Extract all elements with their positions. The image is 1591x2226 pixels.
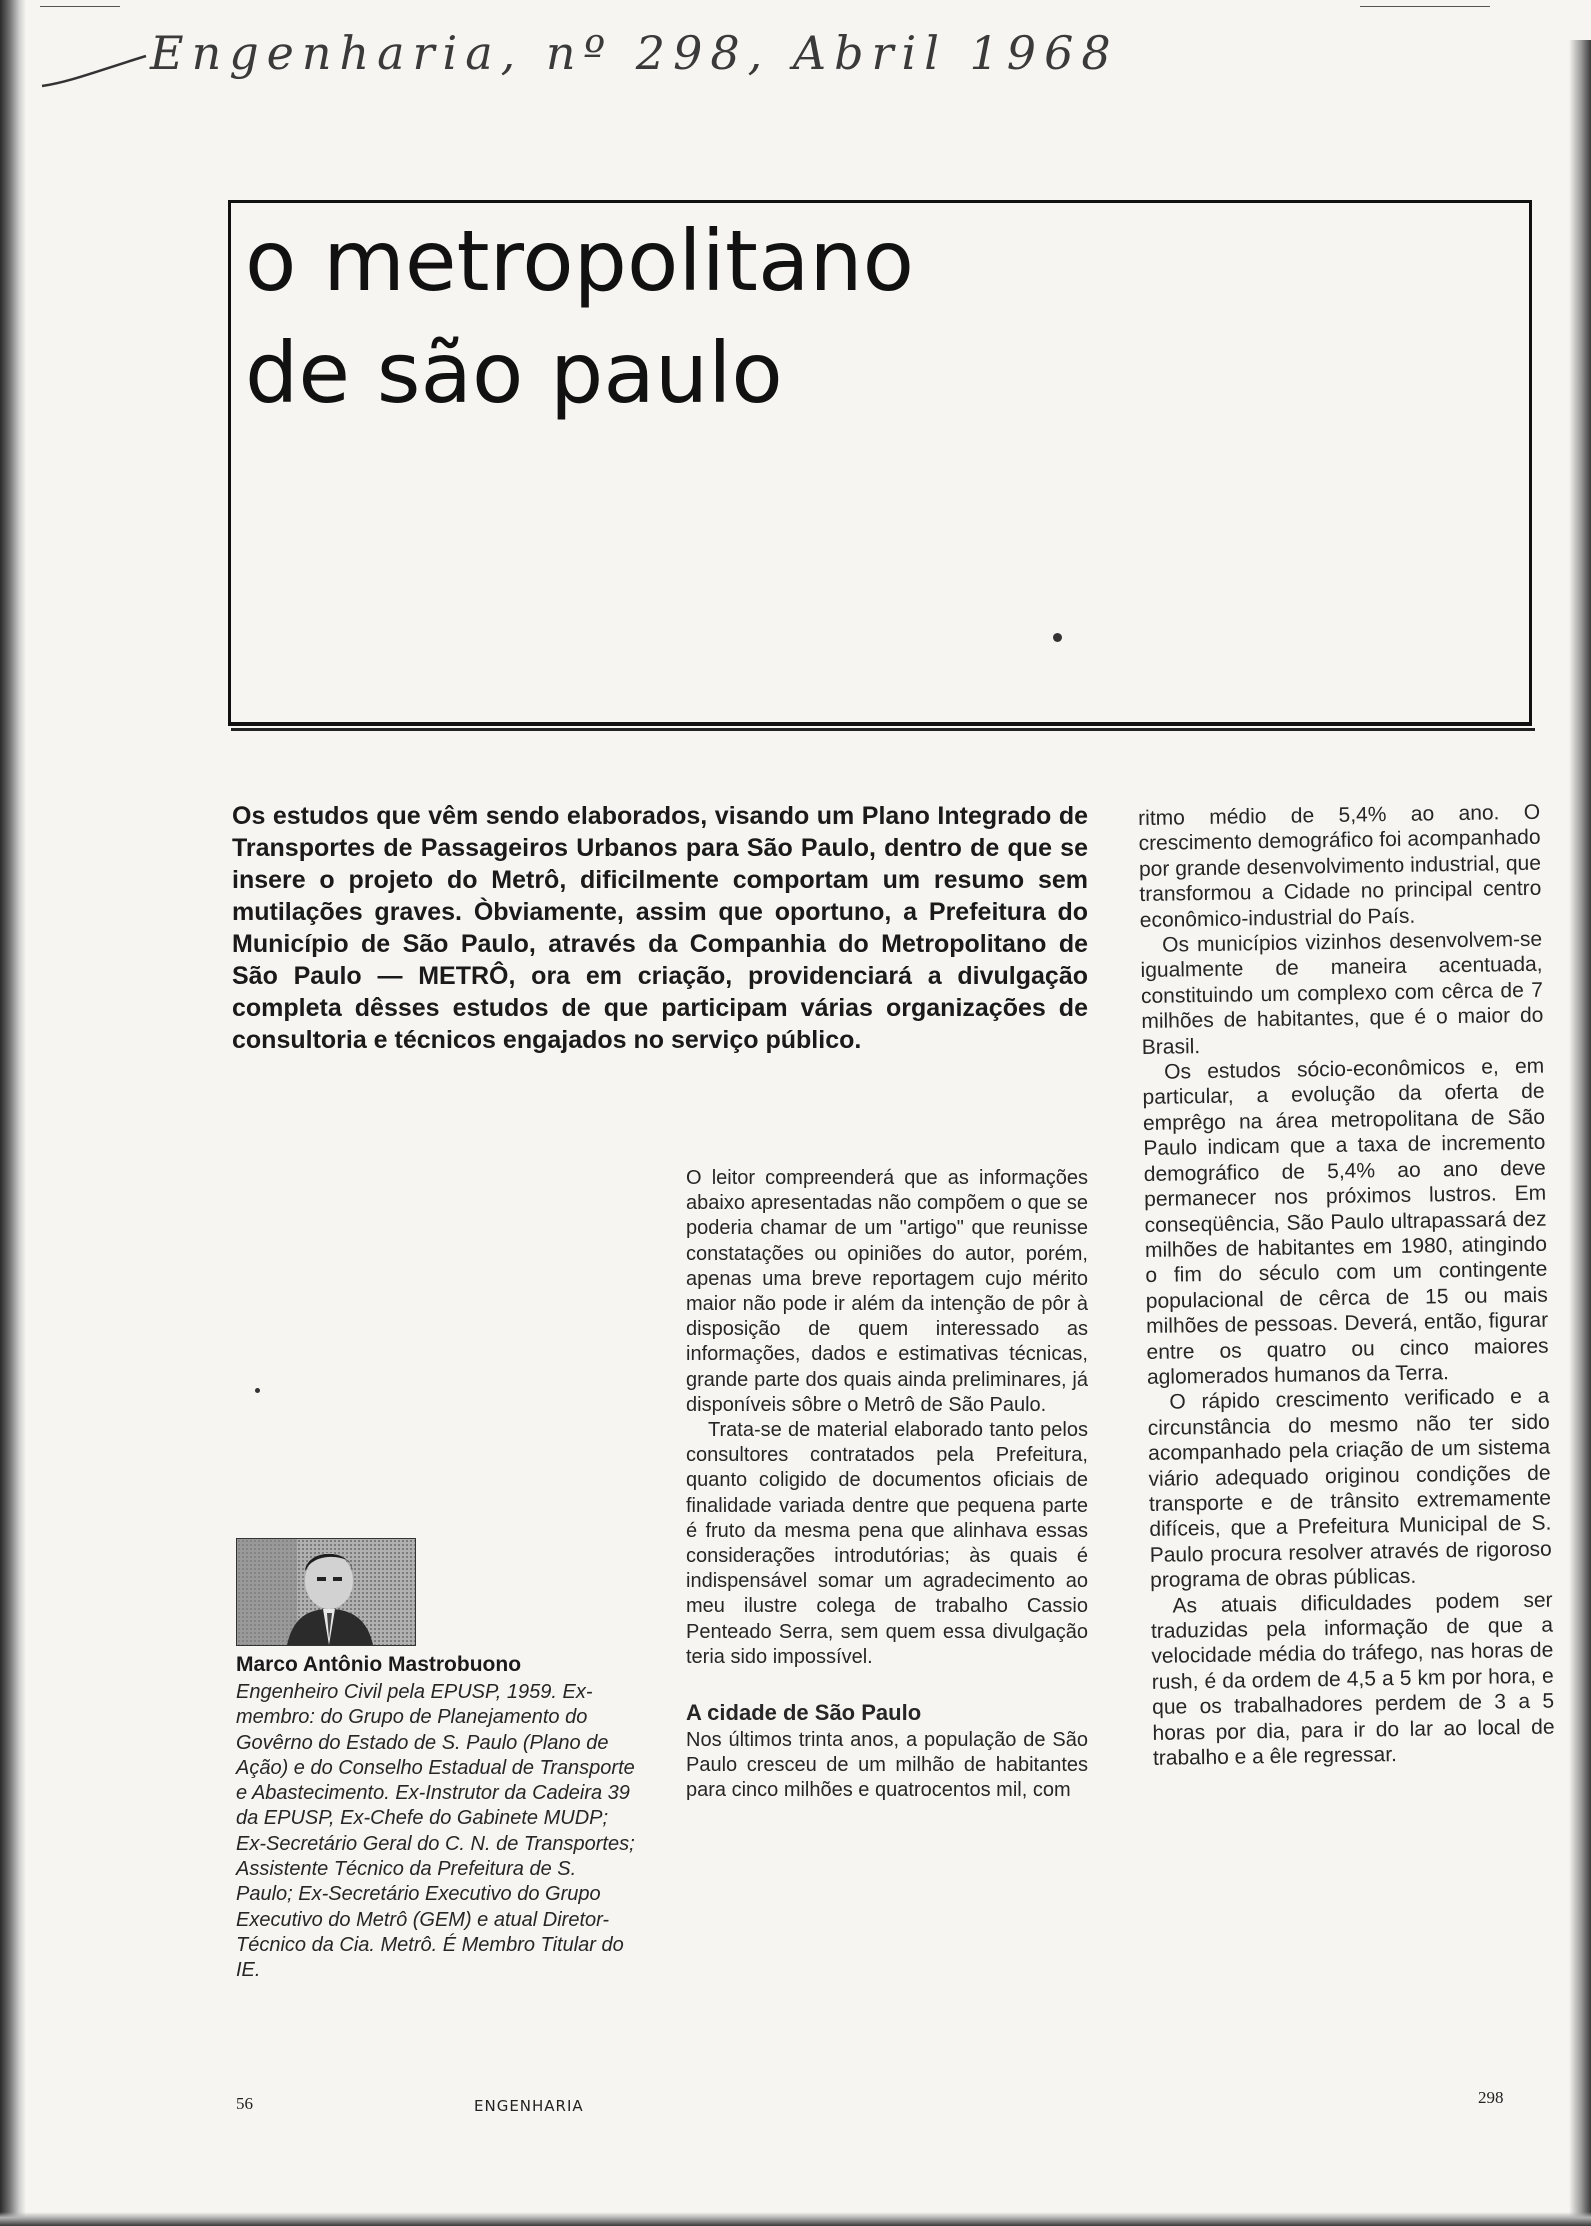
handwritten-stroke-icon (40, 52, 150, 92)
print-speck (255, 1388, 260, 1393)
page-number-left: 56 (236, 2094, 253, 2113)
right-paragraph-5: As atuais dificuldades podem ser traduzidas pela informação de que a velocidade média do tráfego, nas horas de rush, é da ordem de 4,5 a 5 km por hora, e que os trabalhadores perdem de 3 a 5 horas por dia, para ir do lar ao local de trabalho e a êle regressar. (1150, 1588, 1555, 1770)
page-number-right: 298 (1478, 2088, 1504, 2107)
scan-edge-right (1569, 40, 1591, 2226)
handwritten-annotation: Engenharia, nº 298, Abril 1968 (150, 26, 1119, 80)
article-title-line-2: de são paulo (245, 324, 783, 422)
author-portrait-icon (237, 1539, 415, 1645)
article-title (245, 205, 914, 429)
section-heading: A cidade de São Paulo (686, 1700, 922, 1726)
top-rule-left (40, 6, 120, 7)
author-name: Marco Antônio Mastrobuono (236, 1653, 522, 1676)
section-paragraph: Nos últimos trinta anos, a população de São Paulo cresceu de um milhão de habitantes para cinco milhões e quatrocentos mil, com (686, 1729, 1088, 1802)
author-bio: Engenheiro Civil pela EPUSP, 1959. Ex-membro: do Grupo de Planejamento do Govêrno do Estado de S. Paulo (Plano de Ação) e do Conselho Estadual de Transporte e Abastecimento. Ex-Instrutor da Cadeira 39 da EPUSP, Ex-Chefe do Gabinete MUDP; Ex-Secretário Geral do C. N. de Transportes; Assistente Técnico da Prefeitura de S. Paulo; Ex-Secretário Executivo do Grupo Executivo do Metrô (GEM) e atual Diretor-Técnico da Cia. Metrô. É Membro Titular do IE. (236, 1681, 635, 1982)
right-paragraph-2: Os municípios vizinhos desenvolvem-se igualmente de maneira acentuada, constituindo um complexo com cêrca de 7 milhões de habitantes, que é o maior do Brasil. (1140, 927, 1544, 1059)
author-portrait-photo (236, 1538, 416, 1646)
article-title-line-1: o metropolitano (245, 212, 915, 310)
top-rule-right (1360, 6, 1490, 7)
right-column (1138, 800, 1555, 1772)
middle-paragraph-2: Trata-se de material elaborado tanto pelos consultores contratados pela Prefeitura, quanto coligido de documentos oficiais de finalidade variada dentre que pequena parte é fruto da mesma pena que alinhava essas considerações introdutórias; às quais é indispensável somar um agradecimento ao meu ilustre colega de trabalho Cassio Penteado Serra, sem quem essa divulgação teria sido impossível. (686, 1419, 1088, 1668)
scan-edge-bottom (0, 2212, 1591, 2226)
title-box (228, 200, 1532, 726)
scan-edge-left (0, 0, 26, 2226)
right-paragraph-1: ritmo médio de 5,4% ao ano. O crescimento demográfico foi acompanhado por grande desenvolvimento industrial, que transformou a Cidade no principal centro econômico-industrial do País. (1138, 800, 1542, 932)
middle-column (686, 1166, 1088, 1804)
middle-paragraph-1: O leitor compreenderá que as informações abaixo apresentadas não compõem o que se poderia chamar de um "artigo" que reunisse constatações ou opiniões do autor, porém, apenas uma breve reportagem cujo mérito maior não pode ir além da intenção de pôr à disposição de quem interessado as informações, dados e estimativas técnicas, grande parte dos quais ainda preliminares, já disponíveis sôbre o Metrô de São Paulo. (686, 1167, 1088, 1416)
magazine-name: ENGENHARIA (474, 2097, 584, 2115)
right-paragraph-3: Os estudos sócio-econômicos e, em particular, a evolução da oferta de emprêgo na área metropolitana de São Paulo indicam que a taxa de incremento demográfico de 5,4% ao ano deve permanecer nos próximos lustros. Em conseqüência, São Paulo ultrapassará dez milhões de habitantes em 1980, atingindo o fim do século com um contingente populacional de cêrca de 15 ou mais milhões de pessoas. Deverá, então, figurar entre os quatro ou cinco maiores aglomerados humanos da Terra. (1142, 1054, 1549, 1389)
print-speck (1053, 633, 1062, 642)
article-lead: Os estudos que vêm sendo elaborados, visando um Plano Integrado de Transportes de Passageiros Urbanos para São Paulo, dentro de que se insere o projeto do Metrô, dificilmente comportam um resumo sem mutilações graves. Òbviamente, assim que oportuno, a Prefeitura do Município de São Paulo, através da Companhia do Metropolitano de São Paulo — METRÔ, ora em criação, providenciará a divulgação completa dêsses estudos de que participam várias organizações de consultoria e técnicos engajados no serviço público. (232, 802, 1088, 1054)
right-paragraph-4: O rápido crescimento verificado e a circunstância do mesmo não ter sido acompanhado pela criação de um sistema viário adequado originou condições de transporte e de trânsito extremamente difíceis, que a Prefeitura Municipal de S. Paulo procura resolver através de rigoroso programa de obras públicas. (1147, 1384, 1552, 1593)
